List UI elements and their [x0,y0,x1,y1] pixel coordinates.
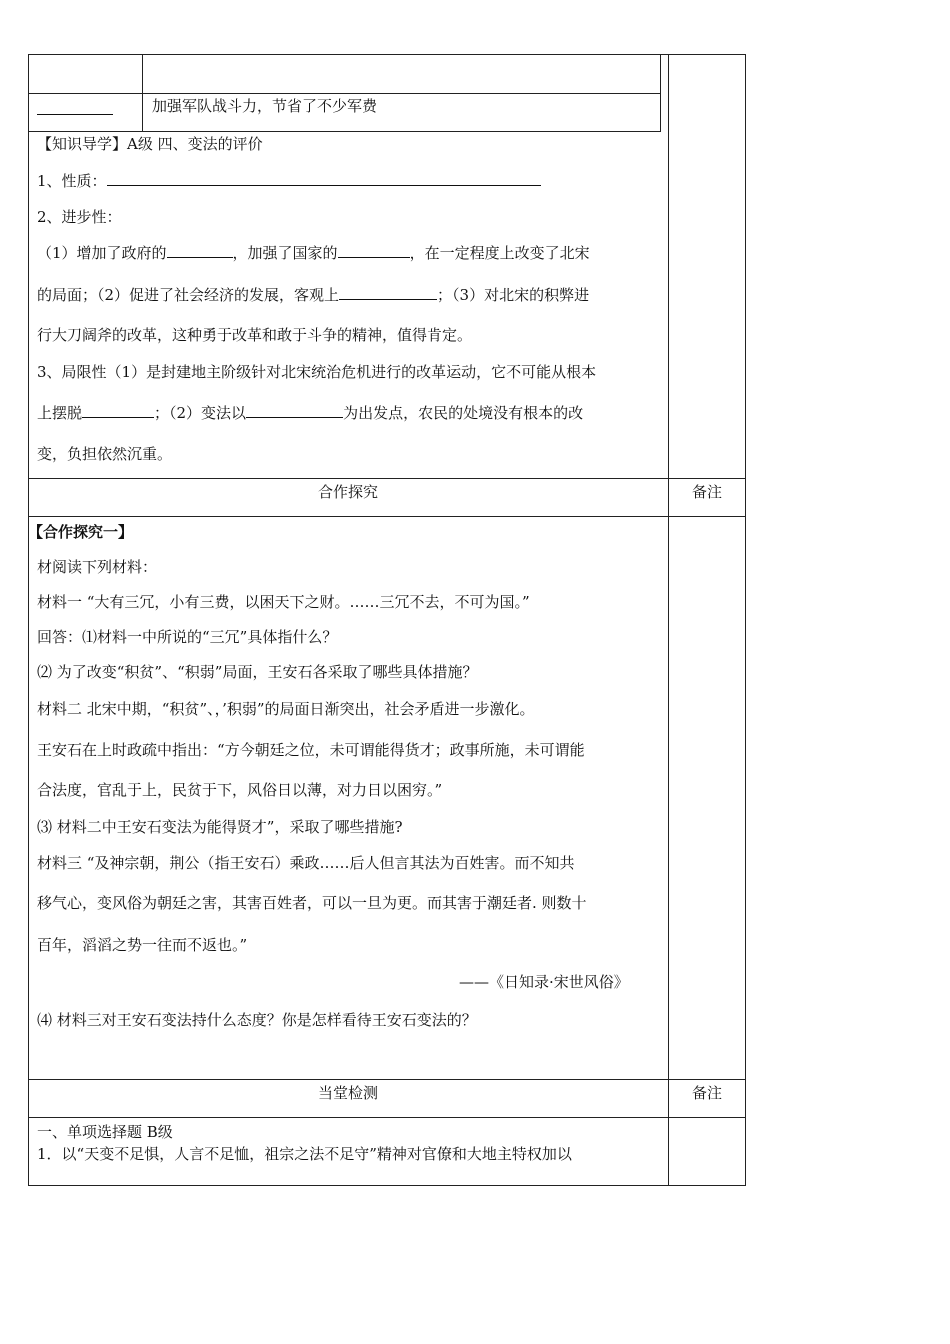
coop-heading: 【合作探究一】 [28,523,134,541]
material-three-line-3: 百年，滔滔之势一往而不返也。” [37,936,248,954]
test-header-top-line [28,1079,746,1080]
material-three-source: ——《日知录·宋世风俗》 [459,973,629,991]
answer-blank[interactable] [339,285,437,300]
nature-label-text: 1、性质： [37,172,107,190]
progress-text: 的局面；（2）促进了社会经济的发展，客观上 [37,286,340,304]
nature-label [37,171,541,191]
progress-text: （1）增加了政府的 [37,244,167,262]
test-heading: 一、单项选择题 B级 [37,1123,173,1141]
answer-blank[interactable] [338,243,410,258]
coop-section-title: 合作探究 [317,483,378,501]
limitation-line-3: 变，负担依然沉重。 [37,445,173,463]
coop-header-bottom-line [28,516,746,517]
progress-line-1 [37,243,590,263]
coop-intro: 材阅读下列材料： [37,558,158,576]
test-header-bottom-line [28,1117,746,1118]
material-one: 材料一 “大有三冗，小有三费，以困天下之财。……三冗不去，不可为国。” [37,593,530,611]
test-question-1: 1．以“天变不足惧，人言不足恤，祖宗之法不足守”精神对官僚和大地主特权加以 [37,1145,572,1163]
note-column-divider [668,54,669,1186]
material-two-line-1: 材料二 北宋中期，“积贫”、，’积弱”的局面日渐突出，社会矛盾进一步激化。 [37,700,535,718]
question-2: ⑵ 为了改变“积贫”、“积弱”局面，王安石各采取了哪些具体措施？ [37,663,478,681]
guide-heading: 【知识导学】A级 四、变法的评价 [37,135,263,153]
progress-line-3: 行大刀阔斧的改革，这种勇于改革和敢于斗争的精神，值得肯定。 [37,326,473,344]
test-note-header: 备注 [691,1084,722,1102]
material-three-line-2: 移气心，变风俗为朝廷之害，其害百姓者，可以一旦为更。而其害于潮廷者. 则数十 [37,894,587,912]
limitation-text: 为出发点，农民的处境没有根本的改 [343,404,584,422]
limitation-text: 上摆脱 [37,404,83,422]
answer-blank[interactable] [167,243,233,258]
inner-top-table-hdivider [28,93,661,94]
progress-text: ，在一定程度上改变了北宋 [409,244,590,262]
progress-text: ；（3）对北宋的积弊进 [437,286,590,304]
limitation-line-2 [37,403,583,423]
question-1: 回答：⑴材料一中所说的“三冗”具体指什么？ [37,628,338,646]
question-3: ⑶ 材料二中王安石变法为能得贤才”，采取了哪些措施? [37,818,403,836]
material-two-line-2: 王安石在上时政疏中指出：“方今朝廷之位，未可谓能得货才；政事所施，未可谓能 [37,741,585,759]
top-table-row2-text: 加强军队战斗力，节省了不少军费 [152,97,378,115]
progress-text: ，加强了国家的 [232,244,338,262]
question-4: ⑷ 材料三对王安石变法持什么态度？你是怎样看待王安石变法的？ [37,1011,477,1029]
answer-blank[interactable] [37,100,113,115]
limitation-text: ；（2）变法以 [154,404,247,422]
limitation-line-1: 3、局限性（1）是封建地主阶级针对北宋统治危机进行的改革运动，它不可能从根本 [37,363,597,381]
coop-header-top-line [28,478,746,479]
test-section-title: 当堂检测 [317,1084,378,1102]
answer-blank[interactable] [246,403,343,418]
material-three-line-1: 材料三 “及神宗朝，荆公（指王安石）乘政……后人但言其法为百姓害。而不知共 [37,854,575,872]
material-two-line-3: 合法度，官乱于上，民贫于下，风俗日以薄，对力日以困穷。” [37,781,443,799]
coop-note-header: 备注 [691,483,722,501]
progress-label: 2、进步性： [37,208,122,226]
answer-blank[interactable] [82,403,154,418]
answer-blank[interactable] [107,171,541,186]
progress-line-2 [37,285,589,305]
